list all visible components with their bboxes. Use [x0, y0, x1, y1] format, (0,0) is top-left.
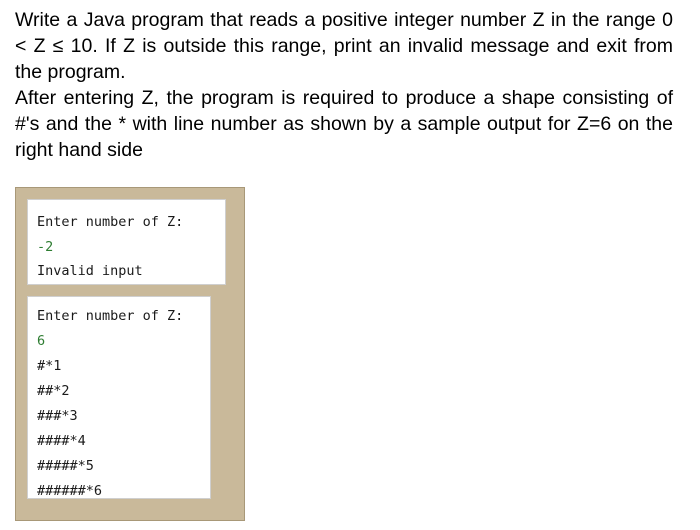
question-paragraph-1: Write a Java program that reads a positive integer number Z in the range 0 < Z ≤ 10. If Z is outside this range, print an invalid message and exit from the program. — [15, 9, 673, 83]
console-input: -2 — [37, 239, 54, 255]
console-output-line: ###*3 — [37, 408, 78, 424]
console-input: 6 — [37, 333, 46, 349]
console-output-line: #*1 — [37, 358, 62, 374]
console-output-line: ####*4 — [37, 433, 86, 449]
console-output-line: #####*5 — [37, 458, 94, 474]
console-output-line: ######*6 — [37, 483, 103, 499]
console-prompt: Enter number of Z: — [37, 214, 184, 230]
console-invalid-run — [27, 199, 226, 285]
sample-output-frame — [15, 187, 245, 521]
question-text — [15, 7, 673, 163]
console-valid-run — [27, 296, 211, 499]
console-prompt: Enter number of Z: — [37, 308, 184, 324]
question-paragraph-2: After entering Z, the program is required to produce a shape consisting of #'s and the * with line number as shown by a sample output for Z=6 on the right hand side — [15, 87, 673, 161]
console-output-line: ##*2 — [37, 383, 70, 399]
console-invalid-message: Invalid input — [37, 263, 143, 279]
